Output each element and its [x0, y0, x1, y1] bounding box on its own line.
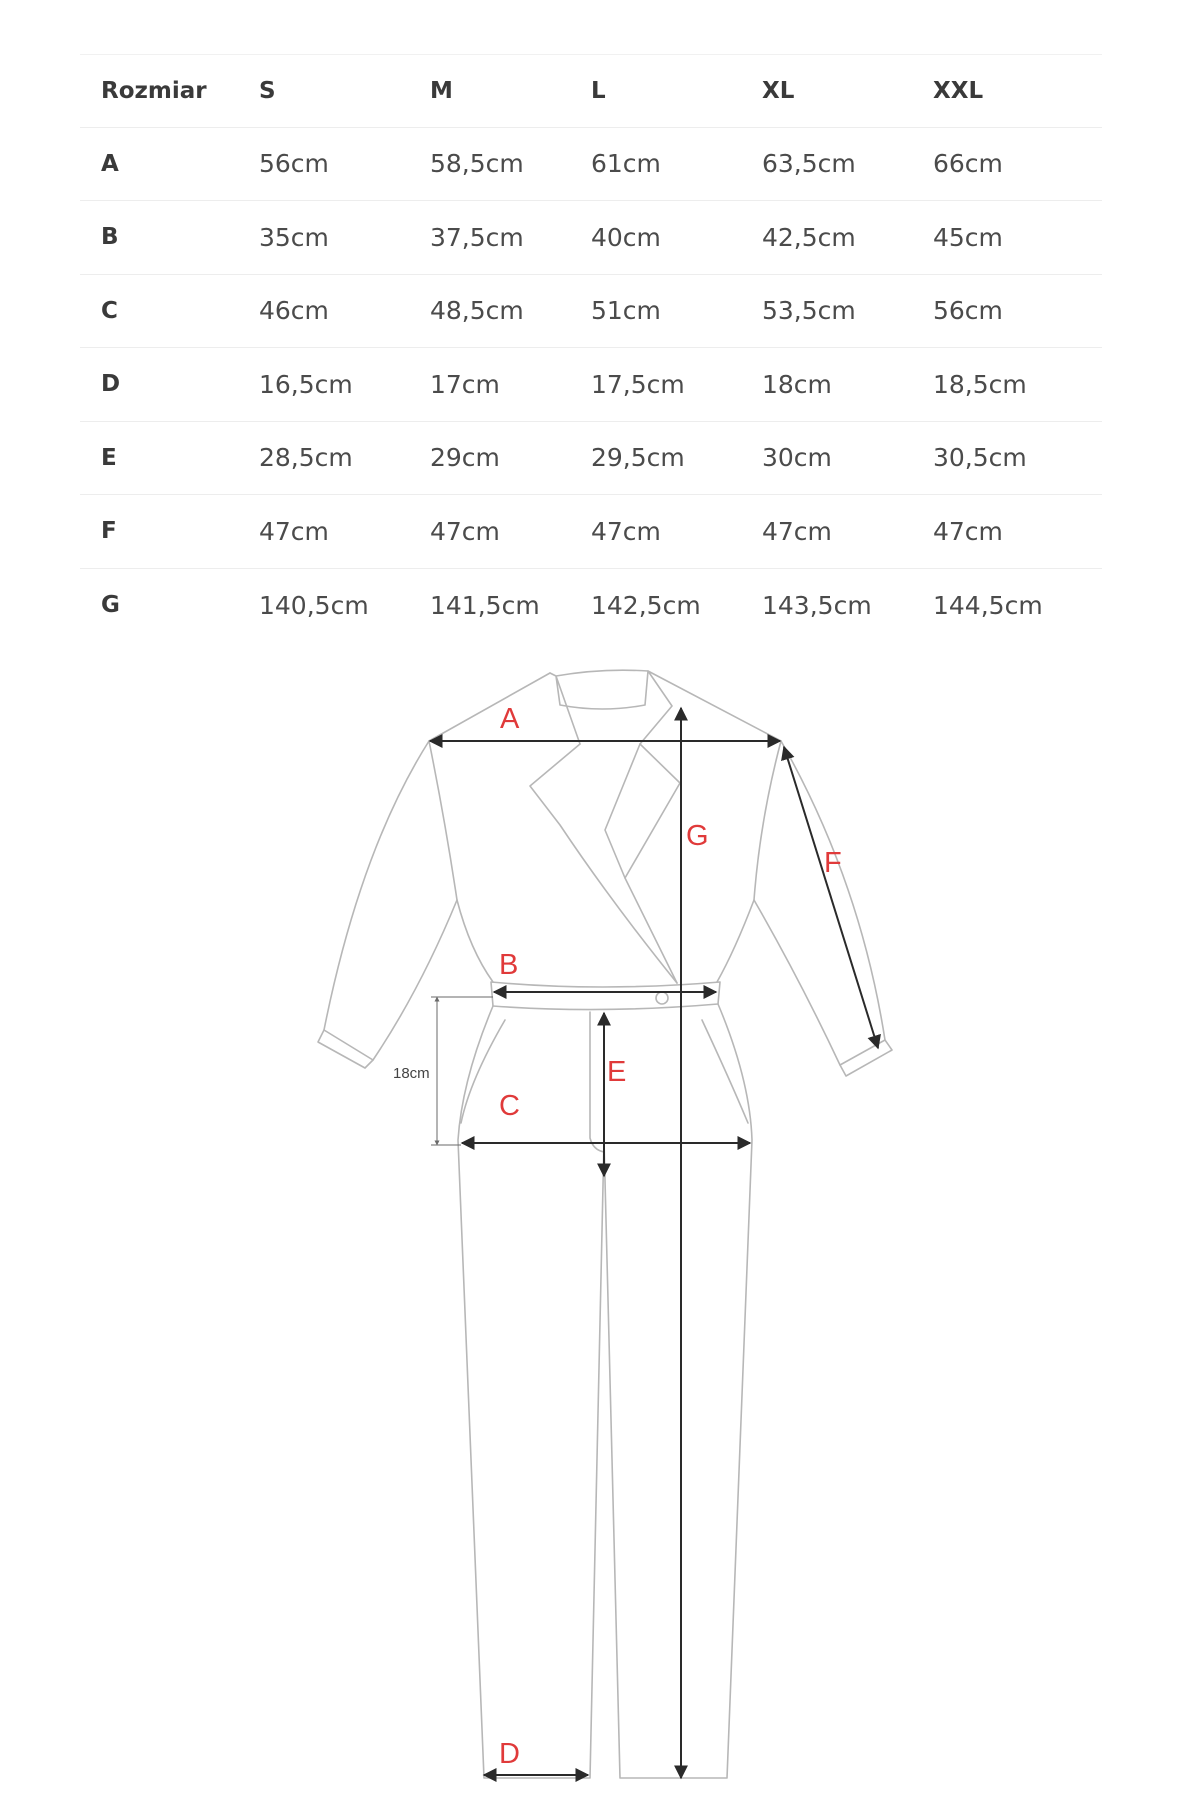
label-e: E — [607, 1056, 627, 1088]
table-row-a — [80, 128, 1102, 202]
table-cell: 18cm — [762, 369, 832, 399]
table-cell: 143,5cm — [762, 590, 872, 620]
row-label: A — [101, 150, 119, 177]
table-cell: 30cm — [762, 443, 832, 473]
header-size-xxl: XXL — [933, 77, 984, 104]
table-cell: 45cm — [933, 222, 1003, 252]
label-b: B — [499, 949, 519, 981]
table-cell: 29,5cm — [591, 443, 685, 473]
shoulder-line — [429, 671, 781, 741]
table-row-f — [80, 495, 1102, 569]
table-cell: 37,5cm — [430, 222, 524, 252]
bodice-side-left — [457, 900, 493, 982]
lapel-right — [605, 744, 680, 878]
label-d: D — [499, 1738, 520, 1770]
cuff-right — [840, 1040, 892, 1076]
hip-depth-note: 18cm — [393, 1065, 430, 1082]
table-row-e — [80, 422, 1102, 496]
row-label: B — [101, 224, 119, 251]
pocket-left — [461, 1020, 505, 1123]
table-cell: 56cm — [259, 149, 329, 179]
cuff-left — [318, 1030, 373, 1068]
label-g: G — [686, 820, 709, 852]
table-cell: 30,5cm — [933, 443, 1027, 473]
table-cell: 18,5cm — [933, 369, 1027, 399]
table-cell: 17cm — [430, 369, 500, 399]
pants-outline — [458, 1004, 752, 1778]
row-label: D — [101, 371, 121, 398]
table-row-c — [80, 275, 1102, 349]
table-cell: 29cm — [430, 443, 500, 473]
table-cell: 47cm — [259, 516, 329, 546]
label-f: F — [824, 847, 842, 879]
table-cell: 141,5cm — [430, 590, 540, 620]
front-overlap — [625, 878, 677, 983]
waist-button — [656, 992, 668, 1004]
header-size-l: L — [591, 77, 606, 104]
table-cell: 47cm — [430, 516, 500, 546]
header-size-s: S — [259, 77, 276, 104]
row-label: E — [101, 444, 117, 471]
table-cell: 28,5cm — [259, 443, 353, 473]
sleeve-left — [324, 741, 457, 1060]
table-cell: 17,5cm — [591, 369, 685, 399]
measure-f — [784, 747, 878, 1048]
table-row-g — [80, 569, 1102, 643]
header-rozmiar: Rozmiar — [101, 77, 207, 104]
table-cell: 63,5cm — [762, 149, 856, 179]
jumpsuit-outline — [318, 670, 892, 1778]
row-label: G — [101, 592, 120, 619]
size-table — [80, 54, 1102, 642]
collar — [550, 670, 672, 744]
sleeve-right — [754, 741, 885, 1065]
fly — [590, 1012, 604, 1152]
table-cell: 53,5cm — [762, 296, 856, 326]
bodice-side-right — [717, 900, 754, 982]
table-cell: 142,5cm — [591, 590, 701, 620]
row-label: F — [101, 518, 117, 545]
waistband — [491, 982, 720, 1010]
row-label: C — [101, 297, 118, 324]
table-cell: 61cm — [591, 149, 661, 179]
lapel-left — [530, 744, 677, 983]
table-cell: 51cm — [591, 296, 661, 326]
table-cell: 58,5cm — [430, 149, 524, 179]
header-size-xl: XL — [762, 77, 795, 104]
table-header-row — [80, 54, 1102, 128]
measurement-lines — [430, 708, 878, 1778]
table-cell: 47cm — [591, 516, 661, 546]
table-cell: 144,5cm — [933, 590, 1043, 620]
table-row-d — [80, 348, 1102, 422]
table-cell: 16,5cm — [259, 369, 353, 399]
table-cell: 47cm — [762, 516, 832, 546]
measurement-labels — [393, 703, 842, 1770]
table-cell: 40cm — [591, 222, 661, 252]
table-cell: 48,5cm — [430, 296, 524, 326]
table-cell: 56cm — [933, 296, 1003, 326]
pocket-right — [702, 1020, 748, 1123]
table-cell: 140,5cm — [259, 590, 369, 620]
label-a: A — [500, 703, 520, 735]
table-cell: 46cm — [259, 296, 329, 326]
header-size-m: M — [430, 77, 453, 104]
table-row-b — [80, 201, 1102, 275]
table-cell: 42,5cm — [762, 222, 856, 252]
table-cell: 47cm — [933, 516, 1003, 546]
table-cell: 35cm — [259, 222, 329, 252]
table-cell: 66cm — [933, 149, 1003, 179]
label-c: C — [499, 1090, 520, 1122]
